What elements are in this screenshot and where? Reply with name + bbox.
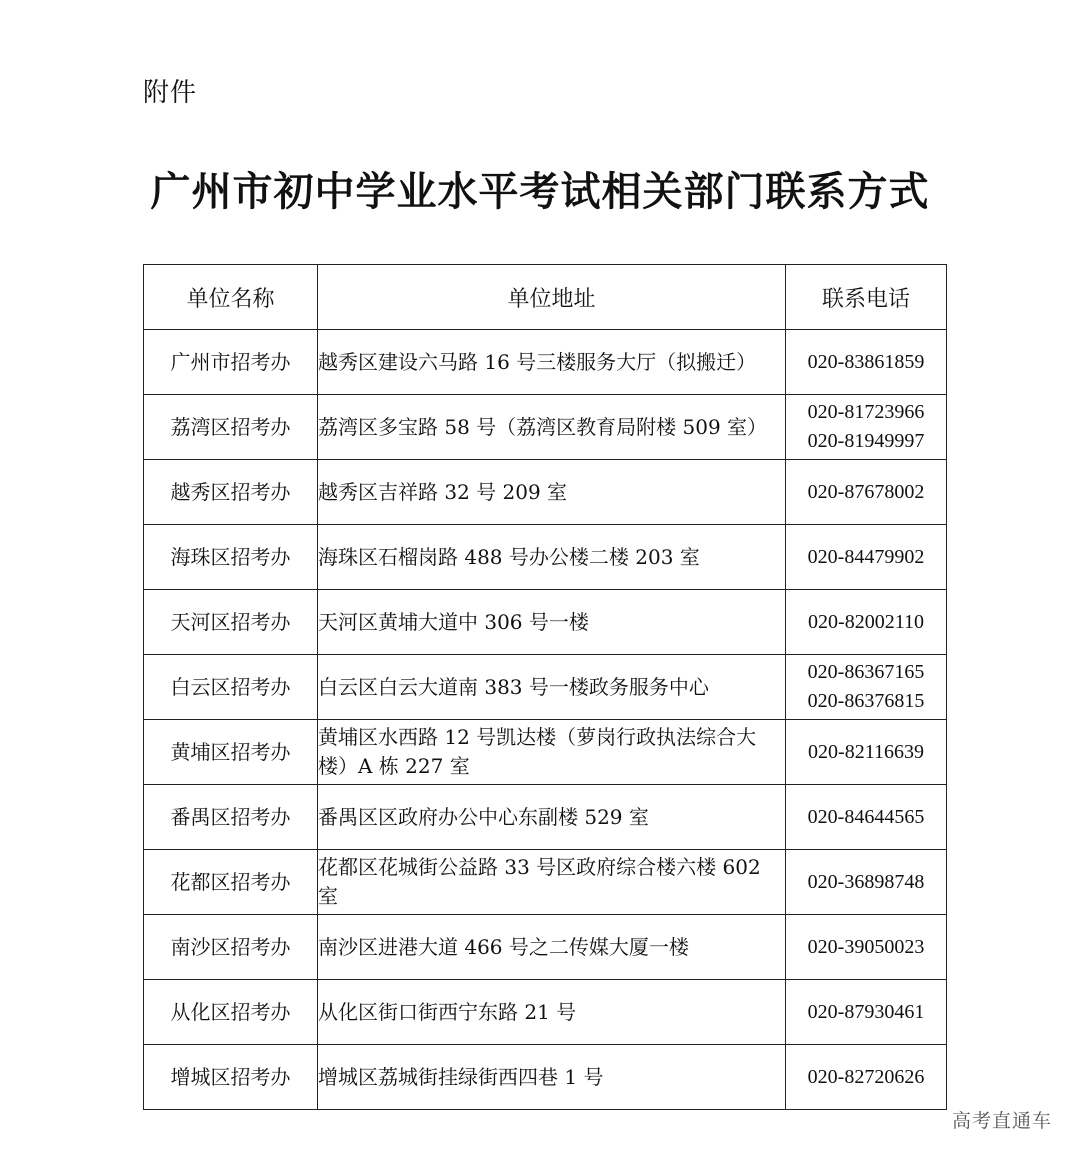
- phone-cell: [786, 785, 947, 850]
- unit-address-cell: 白云区白云大道南 383 号一楼政务服务中心: [318, 655, 786, 720]
- phone-cell: [786, 850, 947, 915]
- phone-number: 020-84479902: [807, 545, 925, 568]
- table-row: [144, 980, 947, 1045]
- unit-name-cell: 番禺区招考办: [144, 785, 318, 850]
- phone-cell: [786, 330, 947, 395]
- phone-cell: [786, 655, 947, 720]
- unit-address-cell: 荔湾区多宝路 58 号（荔湾区教育局附楼 509 室）: [318, 395, 786, 460]
- table-header-row: [144, 265, 947, 330]
- phone-cell: [786, 1045, 947, 1110]
- unit-name-cell: 海珠区招考办: [144, 525, 318, 590]
- unit-name-cell: 荔湾区招考办: [144, 395, 318, 460]
- phone-number: 020-87678002: [807, 480, 925, 503]
- unit-address-cell: 增城区荔城街挂绿街西四巷 1 号: [318, 1045, 786, 1110]
- attachment-label: 附件: [143, 78, 198, 108]
- phone-cell: [786, 590, 947, 655]
- phone-number: 020-86367165: [807, 661, 925, 683]
- unit-address-cell: 南沙区进港大道 466 号之二传媒大厦一楼: [318, 915, 786, 980]
- phone-cell: [786, 395, 947, 460]
- unit-name-cell: 广州市招考办: [144, 330, 318, 395]
- phone-cell: [786, 525, 947, 590]
- table-row: [144, 720, 947, 785]
- column-header-phone: 联系电话: [786, 265, 947, 330]
- unit-address-cell: 海珠区石榴岗路 488 号办公楼二楼 203 室: [318, 525, 786, 590]
- unit-name-cell: 南沙区招考办: [144, 915, 318, 980]
- table-row: [144, 395, 947, 460]
- phone-number: 020-81949997: [807, 430, 925, 452]
- phone-number: 020-39050023: [807, 935, 925, 958]
- unit-address-cell: 越秀区建设六马路 16 号三楼服务大厅（拟搬迁）: [318, 330, 786, 395]
- phone-cell: [786, 460, 947, 525]
- table-row: [144, 655, 947, 720]
- contacts-table: [143, 264, 947, 1110]
- phone-cell: [786, 980, 947, 1045]
- phone-number: 020-82720626: [807, 1065, 925, 1088]
- phone-cell: [786, 915, 947, 980]
- phone-number: 020-36898748: [807, 870, 925, 893]
- unit-address-cell: 越秀区吉祥路 32 号 209 室: [318, 460, 786, 525]
- table-row: [144, 785, 947, 850]
- table-row: [144, 330, 947, 395]
- document-title: 广州市初中学业水平考试相关部门联系方式: [150, 168, 930, 215]
- table-row: [144, 460, 947, 525]
- phone-number: 020-82002110: [808, 610, 924, 633]
- unit-name-cell: 从化区招考办: [144, 980, 318, 1045]
- unit-address-cell: 黄埔区水西路 12 号凯达楼（萝岗行政执法综合大楼）A 栋 227 室: [318, 720, 786, 785]
- unit-name-cell: 越秀区招考办: [144, 460, 318, 525]
- phone-number: 020-83861859: [807, 350, 925, 373]
- phone-number: 020-86376815: [807, 690, 925, 712]
- table-body: [144, 330, 947, 1110]
- unit-address-cell: 番禺区区政府办公中心东副楼 529 室: [318, 785, 786, 850]
- table-row: [144, 525, 947, 590]
- column-header-unit-name: 单位名称: [144, 265, 318, 330]
- unit-name-cell: 花都区招考办: [144, 850, 318, 915]
- table-row: [144, 1045, 947, 1110]
- unit-address-cell: 花都区花城街公益路 33 号区政府综合楼六楼 602 室: [318, 850, 786, 915]
- unit-name-cell: 天河区招考办: [144, 590, 318, 655]
- unit-address-cell: 从化区街口街西宁东路 21 号: [318, 980, 786, 1045]
- column-header-unit-address: 单位地址: [318, 265, 786, 330]
- unit-name-cell: 增城区招考办: [144, 1045, 318, 1110]
- unit-name-cell: 黄埔区招考办: [144, 720, 318, 785]
- watermark-text: 高考直通车: [951, 1110, 1052, 1132]
- unit-name-cell: 白云区招考办: [144, 655, 318, 720]
- table-row: [144, 590, 947, 655]
- unit-address-cell: 天河区黄埔大道中 306 号一楼: [318, 590, 786, 655]
- phone-cell: [786, 720, 947, 785]
- phone-number: 020-84644565: [807, 805, 925, 828]
- phone-number: 020-87930461: [807, 1000, 925, 1023]
- table-row: [144, 915, 947, 980]
- phone-number: 020-82116639: [808, 740, 924, 763]
- table-row: [144, 850, 947, 915]
- phone-number: 020-81723966: [807, 401, 925, 423]
